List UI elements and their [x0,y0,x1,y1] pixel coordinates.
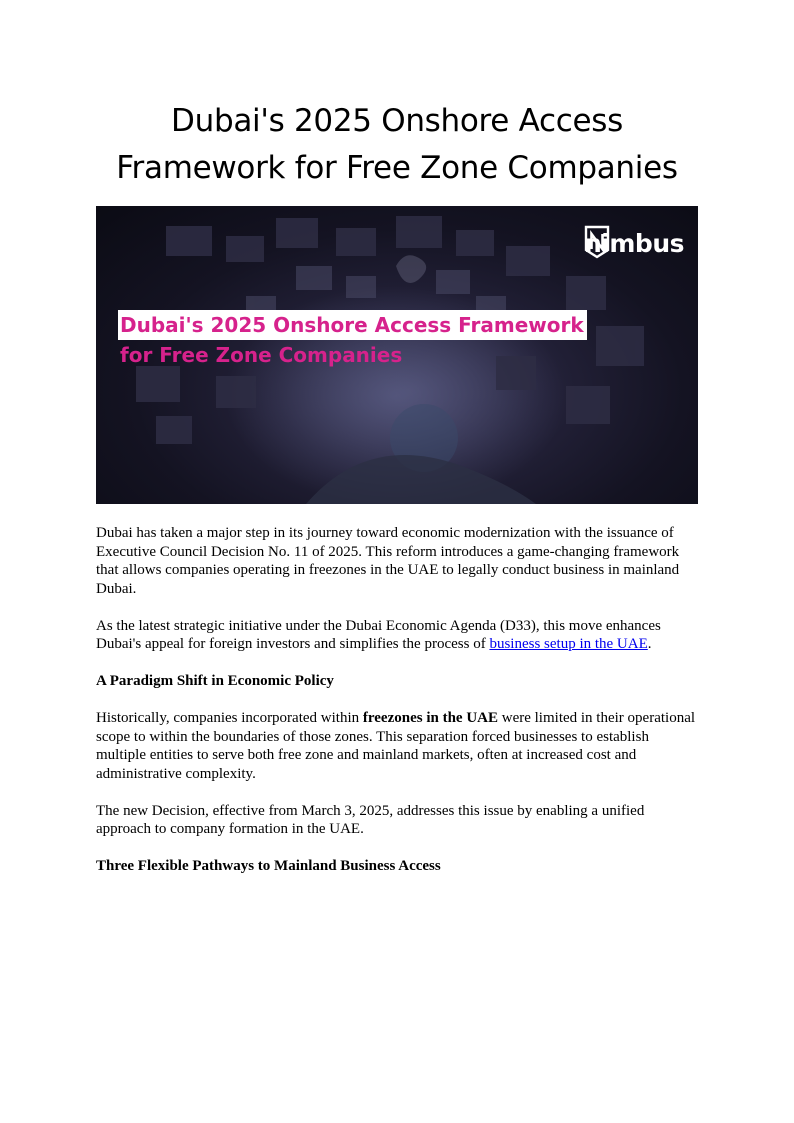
heading-three-pathways: Three Flexible Pathways to Mainland Business Access [96,858,441,874]
paragraph-new-decision: The new Decision, effective from March 3, 2025, addresses this issue by enabling a unified approach to company formation in the UAE. [96,802,645,837]
paragraph-intro: Dubai has taken a major step in its journey toward economic modernization with the issuance of Executive Council Decision No. 11 of 2025. This reform introduces a game-changing framework that allows companies operating in freezones in the UAE to legally conduct business in mainland Dubai. [96,525,680,597]
paragraph-d33-end: . [647,636,652,652]
paragraph-d33-text: As the latest strategic initiative under the Dubai Economic Agenda (D33), this move enhances Dubai's appeal for foreign investors and simplifies the process of [96,617,661,652]
freezones-bold-text: freezones in the UAE [362,710,498,726]
page-title-line-2: Framework for Free Zone Companies [116,150,678,186]
paragraph-d33 [96,617,698,654]
banner-title [118,310,587,370]
paragraph-history-end: were limited in their operational scope to within the boundaries of those zones. This separation forced businesses to establish multiple entities to serve both free zone and mainland markets, often at increased cost and administrative complexity. [96,710,696,782]
nimbus-logo-text: nimbus [584,228,684,258]
page-title [96,98,698,192]
hero-banner-image [96,206,698,504]
page-title-line-1: Dubai's 2025 Onshore Access [171,103,623,139]
nimbus-n-shield-icon [584,225,610,259]
banner-title-line-2: for Free Zone Companies [120,343,403,367]
paragraph-history [96,709,698,783]
article-body [96,524,698,894]
banner-title-line-1: Dubai's 2025 Onshore Access Framework [118,310,587,340]
business-setup-link[interactable]: business setup in the UAE [489,636,648,652]
paragraph-history-start: Historically, companies incorporated within [96,710,363,726]
heading-paradigm-shift: A Paradigm Shift in Economic Policy [96,673,334,689]
nimbus-logo [584,225,684,261]
